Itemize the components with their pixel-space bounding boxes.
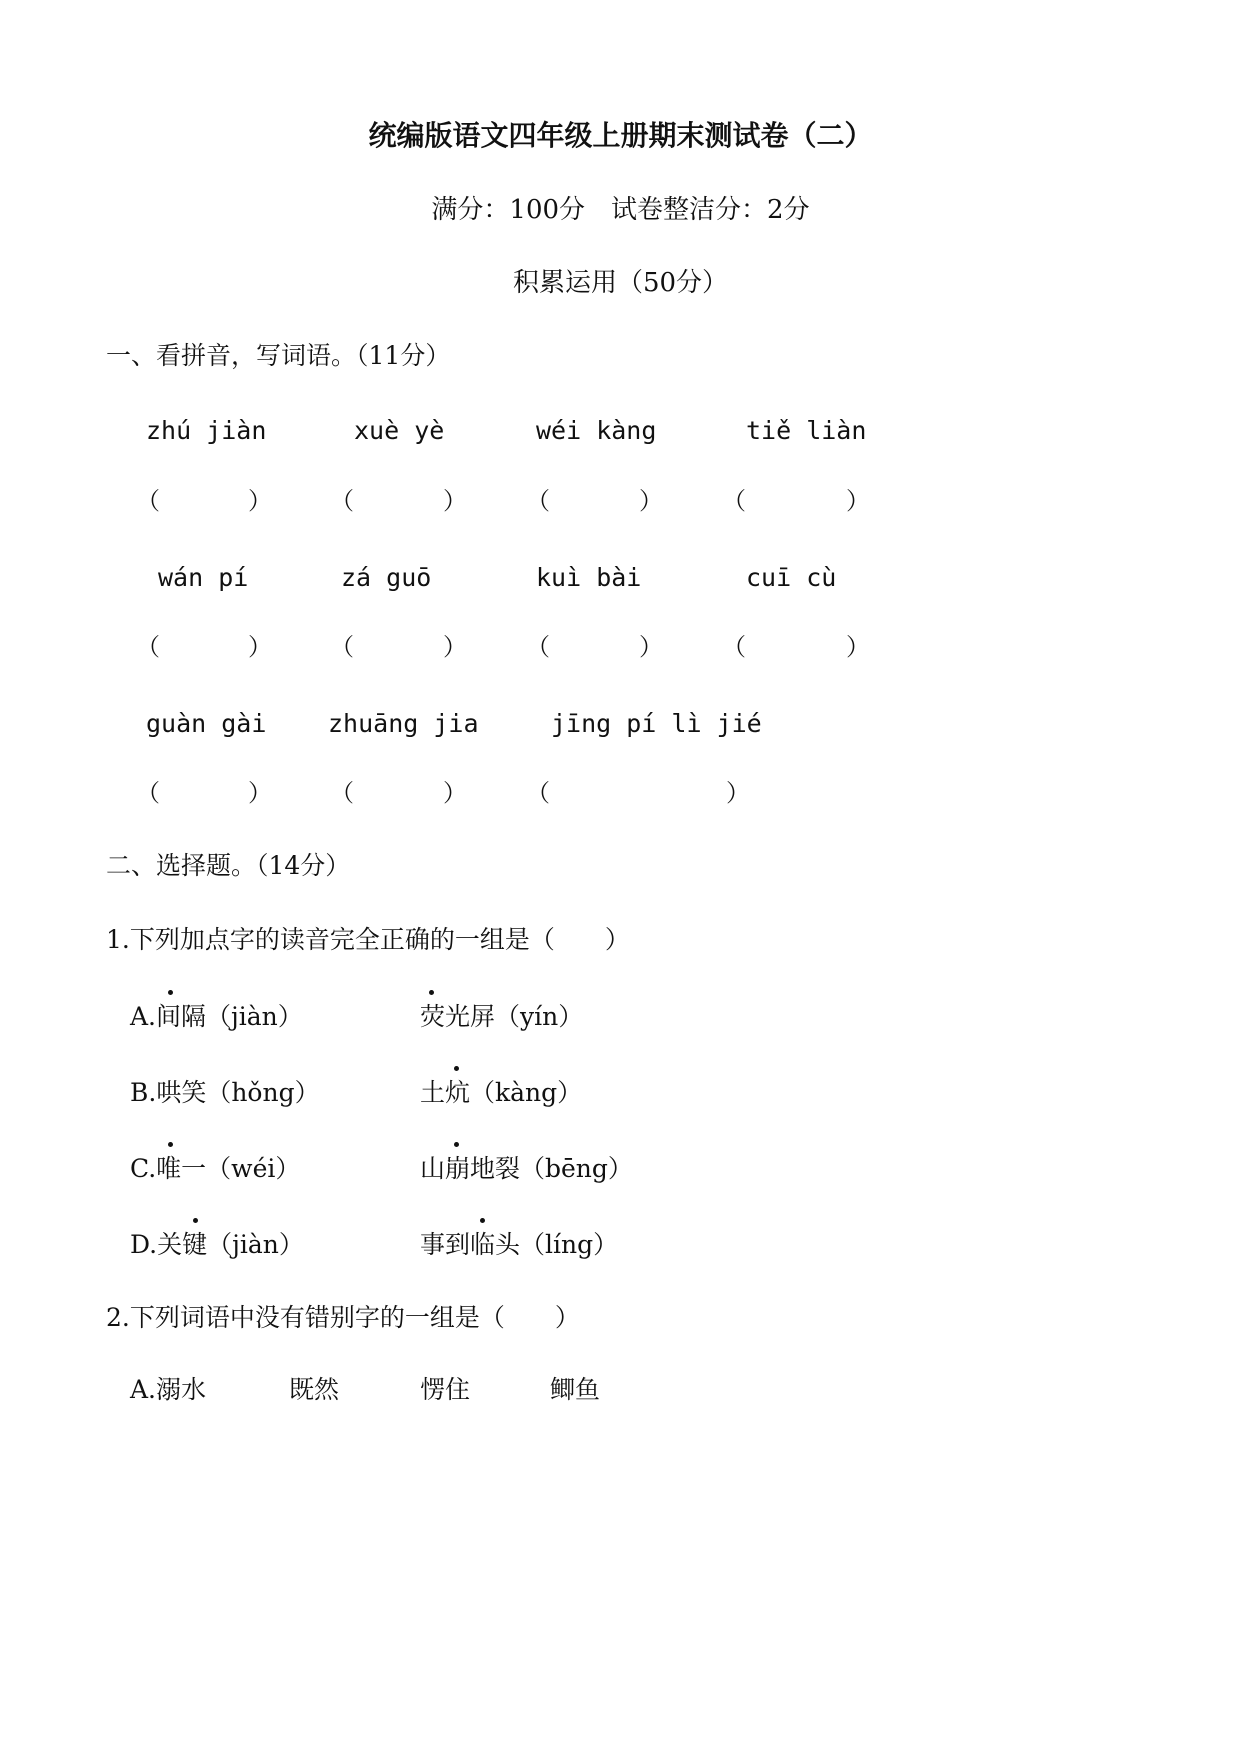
answer-blank-open: （ — [722, 633, 746, 661]
question-2-stem: 2.下列词语中没有错别字的一组是（ ） — [106, 1303, 580, 1332]
q1-option-c-right: 山崩地裂（bēng） — [420, 1154, 633, 1183]
answer-blank-close: ） — [846, 633, 870, 661]
question-1-stem: 1.下列加点字的读音完全正确的一组是（ ） — [106, 925, 630, 954]
answer-blank-open: （ — [722, 487, 746, 515]
q2-option-a-word: A.溺水 — [130, 1375, 207, 1404]
answer-blank-open: （ — [330, 633, 354, 661]
pinyin-item: wéi kàng — [536, 416, 657, 445]
answer-blank-close: ） — [639, 487, 663, 515]
q1-option-b-right: 土炕（kàng） — [420, 1078, 583, 1107]
section2-heading: 二、选择题。（14分） — [106, 851, 351, 880]
emphasis-dot — [454, 1142, 459, 1147]
section1-heading: 一、看拼音，写词语。（11分） — [106, 341, 451, 370]
emphasis-dot — [168, 1142, 173, 1147]
part-heading: 积累运用（50分） — [512, 268, 729, 298]
answer-blank-close: ） — [443, 779, 467, 807]
q1-option-d-right: 事到临头（líng） — [420, 1230, 619, 1259]
answer-blank-open: （ — [330, 779, 354, 807]
q1-option-b-left: B.哄笑（hǒng） — [130, 1078, 320, 1107]
answer-blank-open: （ — [136, 487, 160, 515]
pinyin-item: zhú jiàn — [146, 416, 267, 445]
pinyin-item: zá guō — [341, 563, 432, 592]
q2-option-a-word: 愣住 — [420, 1375, 471, 1404]
answer-blank-close: ） — [248, 633, 272, 661]
answer-blank-open: （ — [526, 633, 550, 661]
answer-blank-close: ） — [443, 487, 467, 515]
emphasis-dot — [454, 1066, 459, 1071]
emphasis-dot — [480, 1218, 485, 1223]
answer-blank-close: ） — [443, 633, 467, 661]
answer-blank-open: （ — [526, 487, 550, 515]
q1-option-d-left: D.关键（jiàn） — [130, 1230, 304, 1259]
q1-option-c-left: C.唯一（wéi） — [130, 1154, 301, 1183]
answer-blank-close: ） — [248, 779, 272, 807]
pinyin-item: zhuāng jia — [328, 709, 479, 738]
pinyin-item: xuè yè — [354, 416, 445, 445]
pinyin-item: kuì bài — [536, 563, 642, 592]
pinyin-item: tiě liàn — [746, 416, 867, 445]
pinyin-item: cuī cù — [746, 563, 837, 592]
q1-option-a-left: A.间隔（jiàn） — [130, 1002, 303, 1031]
answer-blank-close: ） — [846, 487, 870, 515]
answer-blank-close: ） — [639, 633, 663, 661]
answer-blank-close: ） — [248, 487, 272, 515]
emphasis-dot — [429, 990, 434, 995]
q2-option-a-word: 既然 — [289, 1375, 340, 1404]
pinyin-item: guàn gài — [146, 709, 267, 738]
emphasis-dot — [193, 1218, 198, 1223]
answer-blank-open: （ — [526, 779, 550, 807]
q2-option-a-word: 鲫鱼 — [550, 1375, 601, 1404]
pinyin-item: wán pí — [158, 563, 249, 592]
answer-blank-close: ） — [726, 779, 750, 807]
answer-blank-open: （ — [136, 779, 160, 807]
score-line: 满分：100分 试卷整洁分：2分 — [431, 195, 810, 225]
q1-option-a-right: 荧光屏（yín） — [420, 1002, 584, 1031]
emphasis-dot — [168, 990, 173, 995]
answer-blank-open: （ — [136, 633, 160, 661]
page-title: 统编版语文四年级上册期末测试卷（二） — [368, 119, 873, 152]
pinyin-item: jīng pí lì jié — [551, 709, 762, 738]
answer-blank-open: （ — [330, 487, 354, 515]
